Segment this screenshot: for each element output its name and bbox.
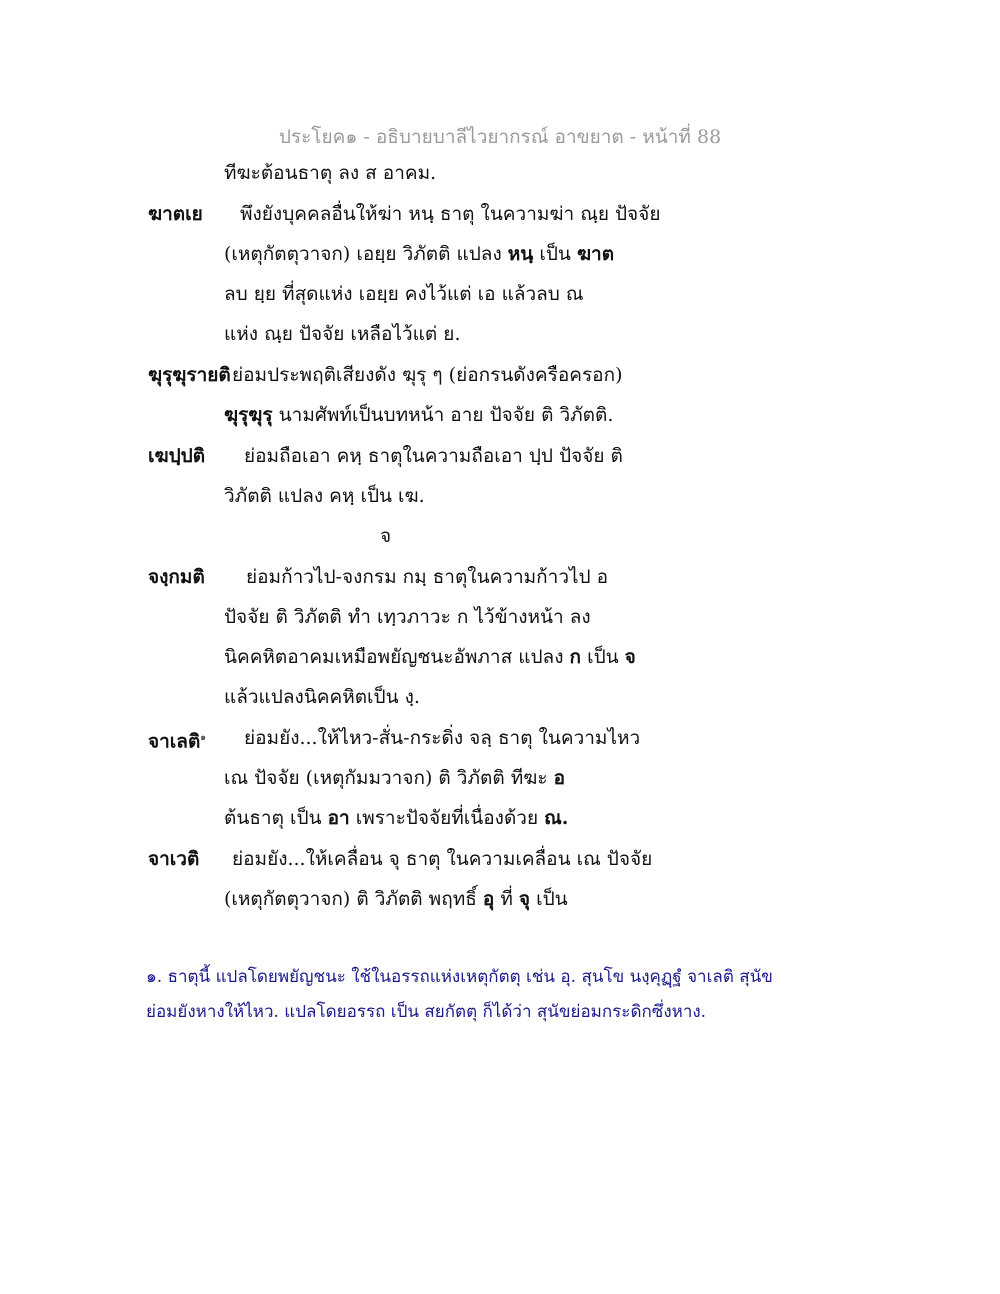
entry-text [224,763,565,793]
entry-text: พึงยังบุคคลอื่นให้ฆ่า หนฺ ธาตุ ในความฆ่า ณฺย ปัจจัย [240,203,661,225]
text-span: นามศัพท์เป็นบทหน้า อาย ปัจจัย ติ วิภัตติ. [278,404,614,426]
entry-term-caveti: จาเวติ [148,848,200,870]
text-span: เณ ปัจจัย (เหตุกัมมวาจก) ติ วิภัตติ ทีฆะ [224,767,548,789]
footnote-line-2: ย่อมยังหางให้ไหว. แปลโดยอรรถ เป็น สยกัตตุ ก็ได้ว่า สุนัขย่อมกระดิกซึ่งหาง. [146,1002,707,1022]
entry-text: ย่อมยัง...ให้ไหว-สั่น-กระดิ่ง จลฺ ธาตุ ในความไหว [244,727,641,749]
continuation-line: ทีฆะต้อนธาตุ ลง ส อาคม. [224,162,437,184]
section-letter: จ [380,525,392,547]
text-span: เป็น [587,646,619,668]
entry-term-caleti [148,723,206,756]
bold-term: จุ [518,888,531,910]
entry-text [224,884,568,914]
entry-term-cankamati: จงฺกมติ [148,566,205,588]
entry-text: แล้วแปลงนิคคหิตเป็น งฺ. [224,686,420,708]
footnote-marker: ๑ [200,733,206,743]
term-text: จาเลติ [148,730,201,753]
entry-text [224,239,614,269]
text-span: เป็น [536,888,568,910]
bold-term: ก [569,646,582,668]
entry-text: แห่ง ณฺย ปัจจัย เหลือไว้แต่ ย. [224,323,461,345]
entry-text: ลบ ยฺย ที่สุดแห่ง เอยฺย คงไว้แต่ เอ แล้วลบ ณ [224,283,584,305]
text-span: ต้นธาตุ เป็น [224,807,322,829]
entry-text: ย่อมก้าวไป-จงกรม กมฺ ธาตุในความก้าวไป อ [246,566,609,588]
entry-text: ย่อมยัง...ให้เคลื่อน จุ ธาตุ ในความเคลื่อน เณ ปัจจัย [232,848,653,870]
text-span: เพราะปัจจัยที่เนื่องด้วย [355,807,539,829]
bold-term: อ [553,767,565,789]
bold-term: อา [327,807,350,829]
bold-term: หนฺ [507,243,534,265]
entry-term-kheppati: เฆปฺปติ [148,445,206,467]
entry-text [224,400,613,430]
entry-text [224,803,568,833]
page-header: ประโยค๑ - อธิบายบาลีไวยากรณ์ อาขยาต - หน้าที่ 88 [278,126,722,148]
bold-term: ฆาต [576,243,615,265]
entry-term-khataye: ฆาตเย [148,203,203,225]
entry-text: วิภัตติ แปลง คหฺ เป็น เฆ. [224,485,425,507]
text-span: (เหตุกัตตุวาจก) ติ วิภัตติ พฤทธิ์ [224,888,477,910]
entry-text: ย่อมถือเอา คหฺ ธาตุในความถือเอา ปฺป ปัจจัย ติ [244,445,623,467]
entry-term-khurukhurayati: ฆุรุฆุรายติ [148,364,231,386]
bold-term: ฆุรุฆุรุ [224,404,273,426]
text-span: ที่ [500,888,513,910]
bold-term: ณ. [544,807,569,829]
footnote-line-1: ๑. ธาตุนี้ แปลโดยพยัญชนะ ใช้ในอรรถแห่งเหตุกัตตุ เช่น อุ. สุนโข นงฺคุฏฺฐํ จาเลติ สุนัข [146,967,773,987]
entry-text: ปัจจัย ติ วิภัตติ ทำ เทฺวภาวะ ก ไว้ข้างหน้า ลง [224,606,591,628]
entry-text: ย่อมประพฤติเสียงดัง ฆุรุ ๆ (ย่อกรนดังครือครอก) [232,364,623,386]
entry-text [224,642,636,672]
text-span: นิคคหิตอาคมเหมือพยัญชนะอัพภาส แปลง [224,646,564,668]
text-span: (เหตุกัตตุวาจก) เอยฺย วิภัตติ แปลง [224,243,502,265]
bold-term: จ [624,646,636,668]
bold-term: อุ [482,888,495,910]
text-span: เป็น [539,243,571,265]
